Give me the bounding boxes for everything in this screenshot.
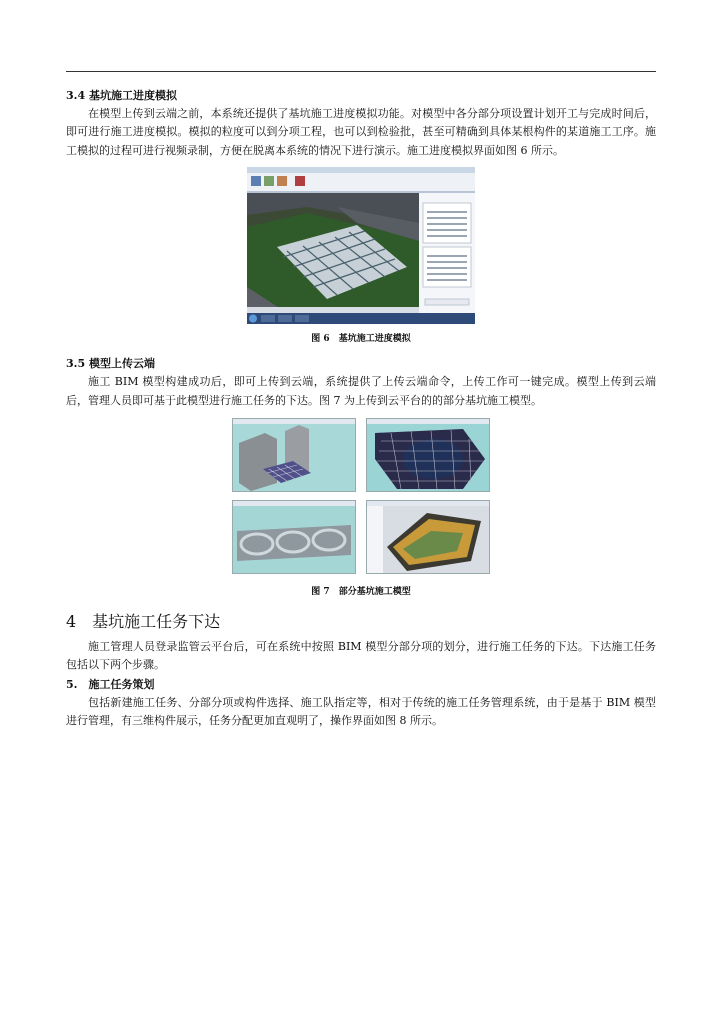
figure-6-caption: 图 6 基坑施工进度模拟 (311, 334, 411, 345)
section-4-body: 施工管理人员登录监管云平台后，可在系统中按照 BIM 模型分部分项的划分，进行施工任务的下达。下达施工任务包括以下两个步骤。 (66, 640, 656, 672)
section-4-heading: 4 基坑施工任务下达 (66, 612, 221, 632)
figure-6-screenshot (247, 167, 475, 324)
section-3-4-body: 在模型上传到云端之前，本系统还提供了基坑施工进度模拟功能。对模型中各分部分项设置计划开工与完成时间后，即可进行施工进度模拟。模拟的粒度可以到分项工程，也可以到检验批，甚至可精确到具体某根构件的某道施工工序。施工模拟的过程可进行视频录制，方便在脱离本系统的情况下进行演示。施工进度模拟界面如图 6 所示。 (66, 107, 656, 157)
figure-7-screenshots (232, 418, 490, 574)
header-rule (66, 71, 656, 72)
model-shot-excavation (366, 500, 490, 574)
section-5-heading: 5. 施工任务策划 (66, 677, 155, 691)
construction-simulation-image (247, 167, 475, 324)
section-3-4-heading: 3.4 基坑施工进度模拟 (66, 89, 177, 102)
figure-7-caption: 图 7 部分基坑施工模型 (311, 587, 411, 598)
section-3-5-body: 施工 BIM 模型构建成功后，即可上传到云端，系统提供了上传云端命令，上传工作可一键完成。模型上传到云端后，管理人员即可基于此模型进行施工任务的下达。图 7 为上传到云平台的的部分基坑施工模型。 (66, 375, 656, 407)
model-shot-ring-beams (232, 500, 356, 574)
model-shot-building-pit (232, 418, 356, 492)
model-shot-circular-grid (366, 418, 490, 492)
page-content (66, 88, 656, 731)
section-3-5-heading: 3.5 模型上传云端 (66, 357, 155, 371)
section-5-body: 包括新建施工任务、分部分项或构件选择、施工队指定等，相对于传统的施工任务管理系统，由于是基于 BIM 模型进行管理，有三维构件展示，任务分配更加直观明了，操作界面如图 8 所示。 (66, 695, 656, 728)
